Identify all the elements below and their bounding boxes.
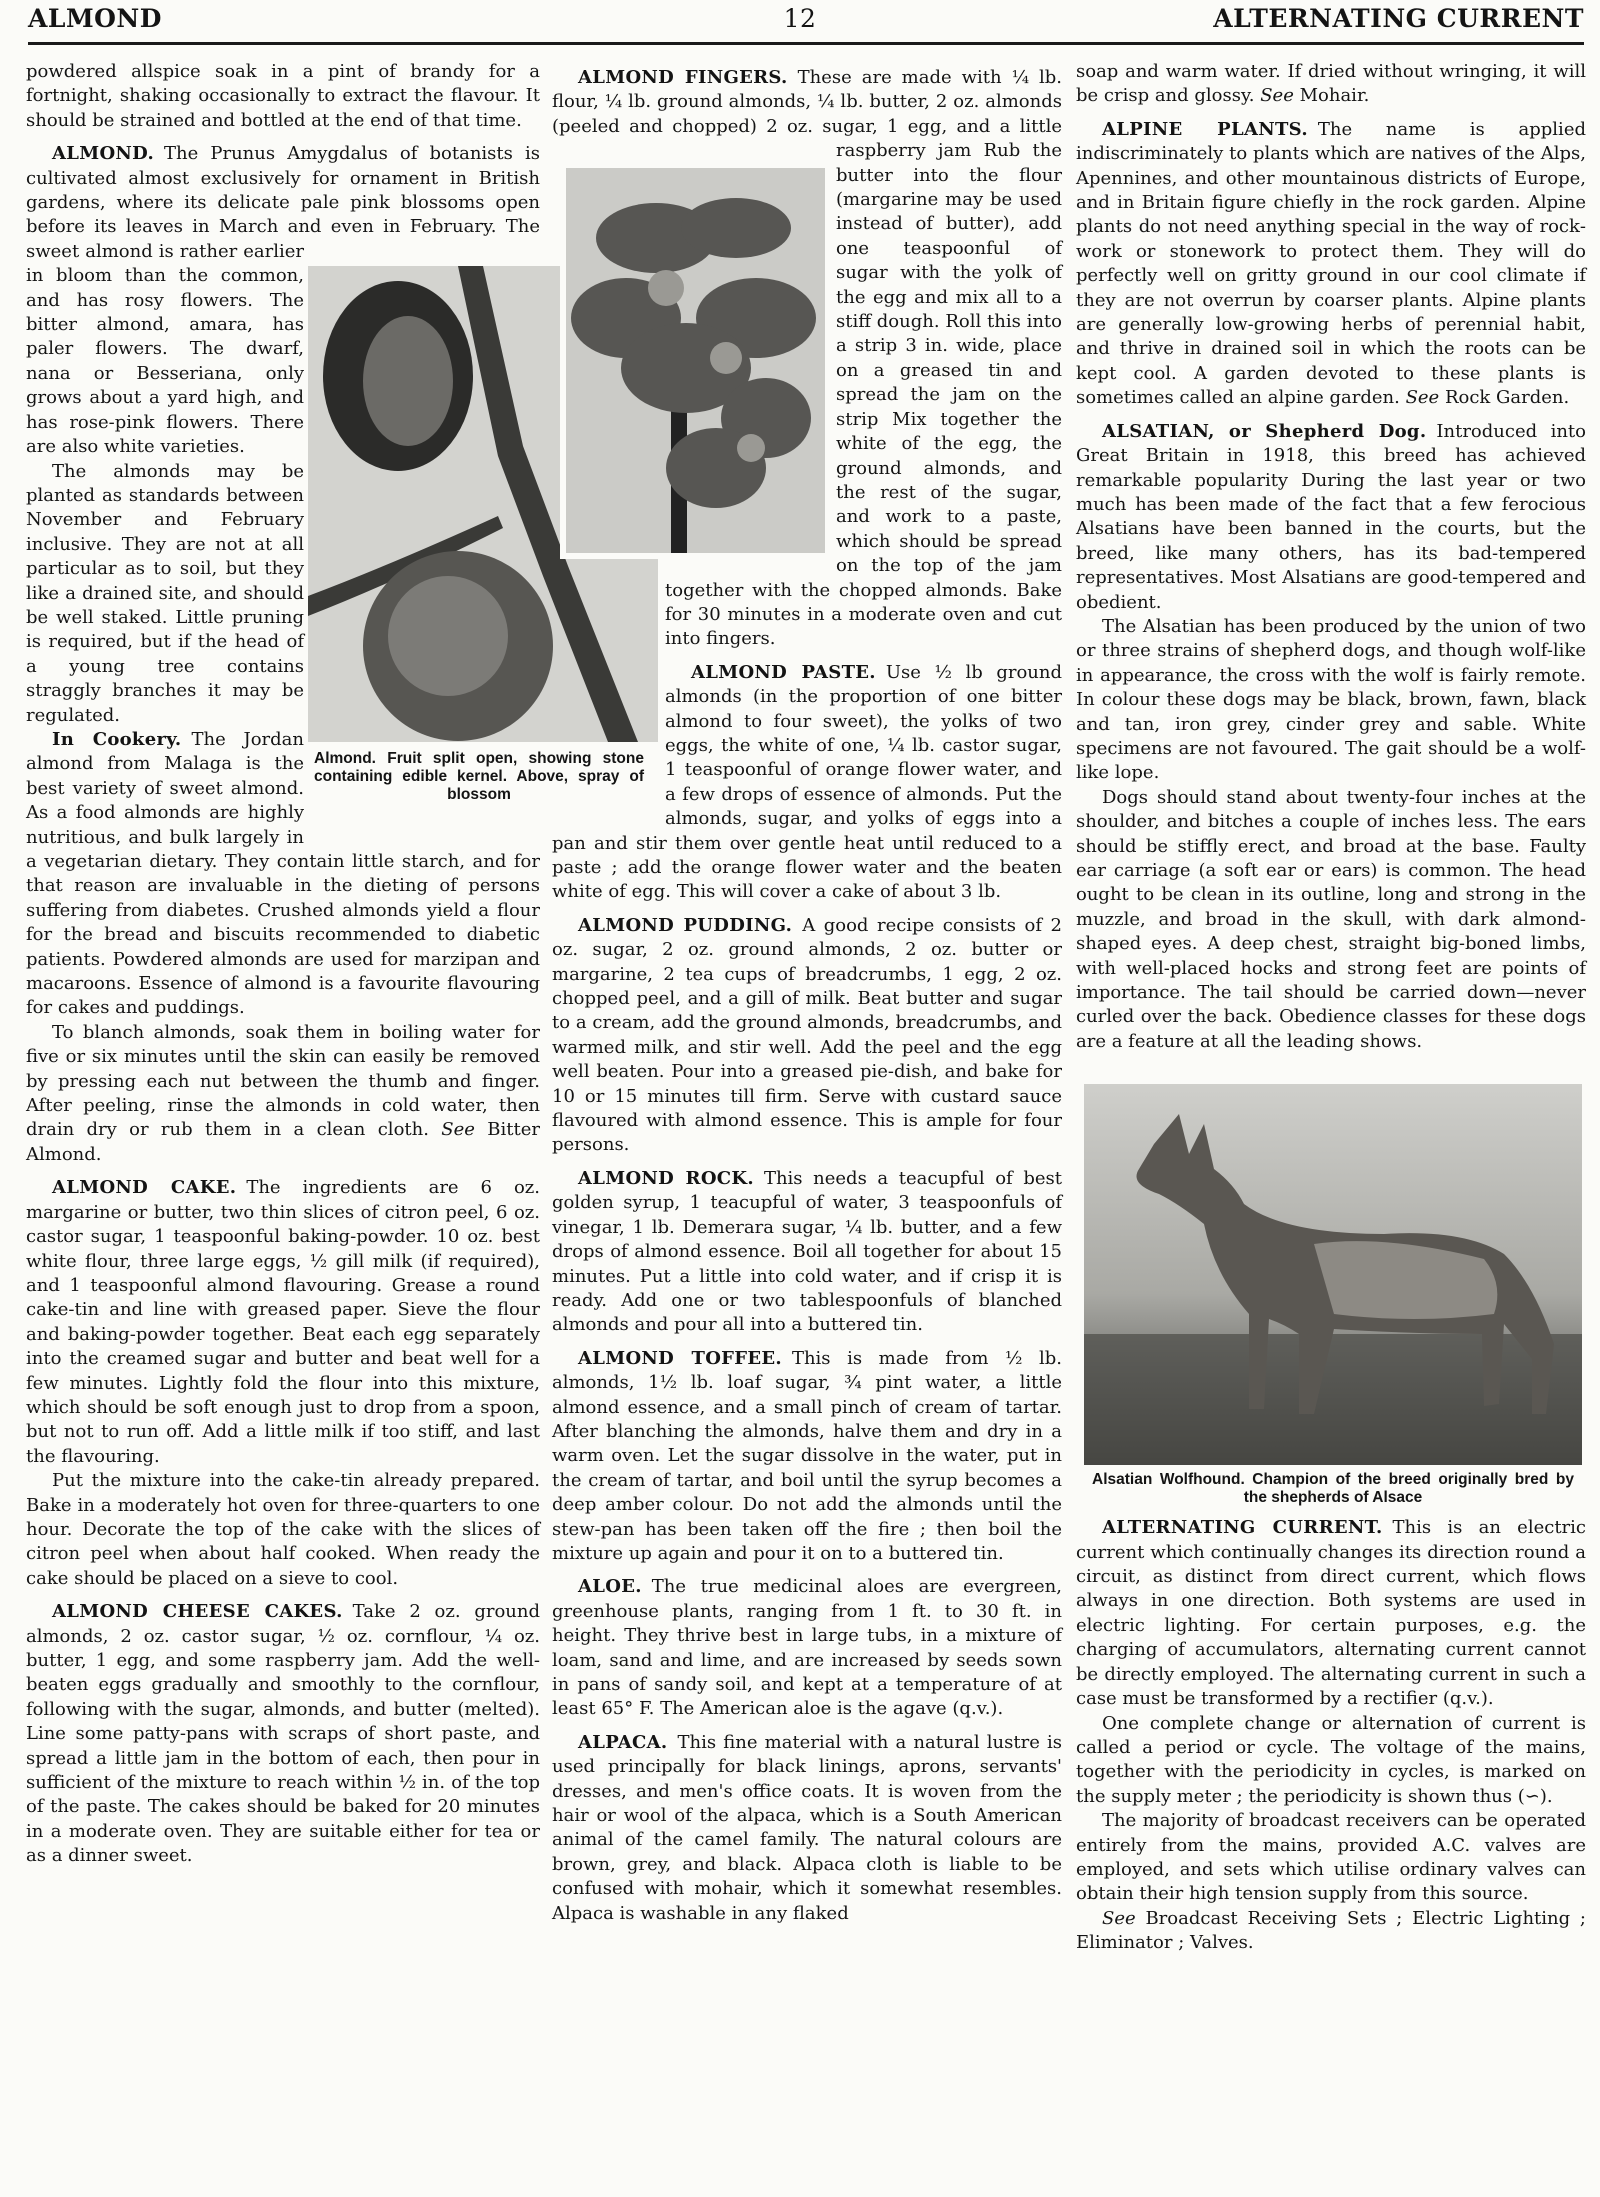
page-number: 12 bbox=[783, 4, 817, 33]
paragraph bbox=[1076, 615, 1586, 786]
entry-alpaca bbox=[552, 1731, 1062, 1926]
entry-heading: ALMOND PASTE. bbox=[691, 661, 876, 683]
entry-heading: ALPACA. bbox=[578, 1731, 668, 1753]
paragraph bbox=[26, 1021, 540, 1167]
cross-reference[interactable]: Rock Garden. bbox=[1444, 387, 1570, 409]
entry-text: To blanch almonds, soak them in boiling water for five or six minutes until the skin can easily be removed by pressing each nut between the thumb and finger. After peeling, rinse the almonds in cold water, then drain dry or rub them in a clean cloth. bbox=[26, 1021, 540, 1141]
entry-almond-cake bbox=[26, 1176, 540, 1469]
entry-text: The ingredients are 6 oz. margarine or butter, two thin slices of citron peel, 6 oz. castor sugar, 1 teaspoonful baking-powder. 10 oz. best white flour, three large eggs, ½ gill milk (if required), and 1 teaspoonful almond flavouring. Grease a round cake-tin and line with greased paper. Sieve the flour and baking-powder together. Beat each egg separately into the creamed sugar and butter and beat well for a few minutes. Lightly fold the flour into this mixture, which should be soft enough just to drop from a spoon, but not to run off. Add a little milk if too stiff, and last the flavouring. bbox=[26, 1177, 540, 1467]
entry-almond-rock bbox=[552, 1167, 1062, 1338]
header-rule bbox=[28, 42, 1584, 45]
entry-almond-toffee bbox=[552, 1347, 1062, 1567]
entry-heading: ALOE. bbox=[578, 1576, 642, 1598]
entry-almond-pudding bbox=[552, 914, 1062, 1158]
entry-text: This is an electric current which continually changes its direction round a circuit, as distinct from direct current, which flows always in one direction. Both systems are used in electric lighting. For certain purposes, e.g. the charging of accumulators, alternating current cannot be directly employed. The alternating current in such a case must be transformed by a rectifier (q.v.). bbox=[1076, 1517, 1586, 1710]
alsatian-photo bbox=[1084, 1084, 1582, 1465]
entry-heading: ALMOND PUDDING. bbox=[578, 914, 793, 936]
entry-text: These are made with ¼ lb. flour, ¼ lb. ground almonds, ¼ lb. butter, 2 oz. almonds (peeled and chopped) 2 oz. sugar, 1 egg, and a little raspberry jam Rub the butter into the flour (margarine may be used instead of butter), add one teaspoonful of sugar with the yolk of the egg and mix all to a stiff dough. Roll this into a strip 3 in. wide, place on a greased tin and spread the jam on the strip Mix together the white of the egg, the ground almonds, and the rest of the sugar, and work to a paste, which should be spread on the top of the jam together with the chopped almonds. Bake for 30 minutes in a moderate oven and cut into fingers. bbox=[552, 67, 1062, 650]
entry-heading: ALMOND ROCK. bbox=[578, 1167, 754, 1189]
entry-alsatian bbox=[1076, 420, 1586, 615]
entry-heading: ALMOND FINGERS. bbox=[578, 67, 788, 88]
entry-text: This needs a teacupful of best golden syrup, 1 teacupful of water, 3 teaspoonfuls of vinegar, 1 lb. Demerara sugar, ¼ lb. butter, and a few drops of almond essence. Boil all together for about 15 minutes. Put a little into cold water, and if crisp it is ready. Add one or two tablespoonfuls of blanched almonds and pour all into a buttered tin. bbox=[552, 1167, 1062, 1336]
entry-heading: ALMOND CHEESE CAKES. bbox=[52, 1601, 343, 1623]
almond-blossom-photo bbox=[560, 168, 825, 559]
entry-text: powdered allspice soak in a pint of brandy for a fortnight, shaking occasionally to extract the flavour. It should be strained and bottled at the end of that time. bbox=[26, 61, 540, 131]
entry-continuation bbox=[26, 60, 540, 133]
entry-text: Put the mixture into the cake-tin already prepared. Bake in a moderately hot oven for three-quarters to one hour. Decorate the top of the cake with the slices of citron peel when about half cooked. When ready the cake should be placed on a sieve to cool. bbox=[26, 1470, 540, 1589]
entry-text: This is made from ½ lb. almonds, 1½ lb. loaf sugar, ¾ pint water, a little almond essence, and a small pinch of cream of tartar. After blanching the almonds, halve them and dry in a warm oven. Let the sugar dissolve in the water, put in the cream of tartar, and boil until the syrup becomes a deep amber colour. Do not add the almonds until the stew-pan has been taken off the fire ; then boil the mixture up again and pour it on to a buttered tin. bbox=[552, 1347, 1062, 1564]
entry-subheading: In Cookery. bbox=[52, 728, 182, 750]
entry-text: Take 2 oz. ground almonds, 2 oz. castor sugar, ½ oz. cornflour, ¼ oz. butter, 1 egg, and some raspberry jam. Add the well-beaten eggs gradually and smoothly to the cornflour, following with the sugar, almonds, and butter (melted). Line some patty-pans with scraps of short paste, and spread a little jam in the bottom of each, then pour in sufficient of the mixture to reach within ½ in. of the top of the paste. The cakes should be baked for 20 minutes in a moderate oven. They are suitable either for tea or as a dinner sweet. bbox=[26, 1601, 541, 1867]
entry-text: Dogs should stand about twenty-four inches at the shoulder, and bitches a couple of inches less. The ears should be stiffly erect, and broad at the base. Faulty ear carriage (a soft ear or ears) is common. The head ought to be clean in its outline, long and strong in the muzzle, and broad in the skull, with dark almond-shaped eyes. A deep chest, straight big-boned limbs, with well-placed hocks and strong feet are points of importance. The tail should be carried down—never curled over the back. Obedience classes for these dogs are a feature at all the leading shows. bbox=[1076, 786, 1586, 1052]
cross-reference[interactable]: Mohair. bbox=[1299, 85, 1370, 107]
entry-text: This fine material with a natural lustre is used principally for black linings, aprons, servants' dresses, and men's office coats. It is woven from the hair or wool of the alpaca, which is a South American animal of the camel family. The natural colours are brown, grey, and black. Alpaca cloth is liable to be confused with mohair, which it somewhat resembles. Alpaca is washable in any flaked bbox=[552, 1731, 1062, 1924]
see-also bbox=[1076, 1907, 1586, 1956]
entry-heading: ALMOND. bbox=[52, 143, 155, 165]
cross-reference[interactable]: Bitter Almond. bbox=[26, 1119, 540, 1165]
entry-heading: ALMOND TOFFEE. bbox=[578, 1347, 782, 1369]
entry-text: The Alsatian has been produced by the union of two or three strains of shepherd dogs, and though wolf-like in appearance, the cross with the wolf is fairly remote. In colour these dogs may be black, brown, fawn, black and tan, iron grey, cinder grey and sable. White specimens are not favoured. The gait should be a wolf-like lope. bbox=[1076, 615, 1586, 784]
entry-continuation bbox=[1076, 60, 1586, 109]
entry-aloe bbox=[552, 1575, 1062, 1721]
entry-alternating-current bbox=[1076, 1516, 1586, 1711]
paragraph bbox=[26, 1469, 540, 1591]
alsatian-caption: Alsatian Wolfhound. Champion of the breed originally bred by the shepherds of Alsace bbox=[1092, 1471, 1574, 1507]
paragraph bbox=[1076, 1712, 1586, 1810]
entry-text: The true medicinal aloes are evergreen, greenhouse plants, ranging from 1 ft. to 30 ft. in height. They thrive best in large tubs, in a mixture of loam, sand and lime, and are increased by seeds sown in pans of sandy soil, and kept at a temperature of at least 65° F. The American aloe is the agave (q.v.). bbox=[552, 1576, 1062, 1720]
entry-text: soap and warm water. If dried without wringing, it will be crisp and glossy. bbox=[1076, 61, 1586, 107]
alsatian-figure bbox=[1084, 1084, 1582, 1507]
see-label: See bbox=[441, 1119, 475, 1141]
running-head-left: ALMOND bbox=[28, 4, 162, 33]
see-label: See bbox=[1102, 1907, 1136, 1929]
entry-text: Use ½ lb ground almonds (in the proportion of one bitter almond to four sweet), the yolks of two eggs, the white of one, ¼ lb. castor sugar, 1 teaspoonful of orange flower water, and a few drops of essence of almonds. Put the almonds, sugar, and yolks of eggs into a pan and stir them over gentle heat until reduced to a paste ; add the orange flower water and the beaten white of egg. This will cover a cake of about 3 lb. bbox=[552, 661, 1063, 903]
running-head-right: ALTERNATING CURRENT bbox=[1213, 4, 1584, 33]
entry-heading: ALMOND CAKE. bbox=[52, 1177, 237, 1199]
see-label: See bbox=[1260, 85, 1294, 107]
entry-text: The Jordan almond from Malaga is the best variety of sweet almond. As a food almonds are highly nutritious, and bulk largely in a vegetarian dietary. They contain little starch, and for that reason are invaluable in the dieting of persons suffering from diabetes. Crushed almonds yield a flour for the bread and biscuits recommended to diabetic patients. Powdered almonds are used for marzipan and macaroons. Essence of almond is a favourite flavouring for cakes and puddings. bbox=[26, 728, 540, 1019]
entry-alpine-plants bbox=[1076, 118, 1586, 411]
column-3 bbox=[1076, 60, 1586, 1956]
entry-text: One complete change or alternation of current is called a period or cycle. The voltage of the mains, together with the periodicity in cycles, is marked on the supply meter ; the periodicity is shown thus (∽). bbox=[1076, 1712, 1586, 1807]
entry-heading: ALTERNATING CURRENT. bbox=[1102, 1517, 1383, 1539]
entry-text: Introduced into Great Britain in 1918, this breed has achieved remarkable popularity During the last year or two much has been made of the fact that a few ferocious Alsatians have been banned in the courts, but the breed, like many others, has its bad-tempered representatives. Most Alsatians are good-tempered and obedient. bbox=[1076, 420, 1586, 613]
entry-heading: ALSATIAN, or Shepherd Dog. bbox=[1102, 420, 1427, 442]
almond-caption: Almond. Fruit split open, showing stone containing edible kernel. Above, spray of blossom bbox=[314, 750, 644, 803]
entry-text: The Prunus Amygdalus of botanists is cultivated almost exclusively for ornament in British gardens, where its delicate pale pink blossoms open before its leaves in March and even in February. The sweet almond is rather earlier in bloom than the common, and has rosy flowers. The bitter almond, amara, has paler flowers. The dwarf, nana or Besseriana, only grows about a yard high, and has rose-pink flowers. There are also white varieties. bbox=[26, 143, 540, 458]
entry-text: The majority of broadcast receivers can be operated entirely from the mains, provided A.C. valves are employed, and sets which utilise ordinary valves can obtain their high tension supply from this source. bbox=[1076, 1810, 1586, 1905]
almond-blossom-image-icon bbox=[566, 168, 825, 553]
entry-text: The almonds may be planted as standards between November and February inclusive. They are not at all particular as to soil, but they like a drained site, and should be well staked. Little pruning is required, but if the head of a young tree contains straggly branches it may be regulated. bbox=[26, 460, 304, 726]
entry-text: The name is applied indiscriminately to plants which are natives of the Alps, Apennines, and other mountainous districts of Europe, and in Britain figure chiefly in the rock garden. Alpine plants do not need anything special in the way of rockwork or stonework to protect them. They will do perfectly well on gritty ground in our cool climate if they are not overrun by coarser plants. Alpine plants are generally low-growing herbs of perennial habit, and thrive in drained soil in which the roots can be kept cool. A garden devoted to these plants is sometimes called an alpine garden. bbox=[1076, 118, 1586, 409]
entry-almond-cheese-cakes bbox=[26, 1600, 540, 1868]
dog-image-icon bbox=[1084, 1084, 1582, 1465]
paragraph bbox=[1076, 786, 1586, 1054]
entry-text: A good recipe consists of 2 oz. sugar, 2 oz. ground almonds, 2 oz. butter or margarine, 2 tea cups of breadcrumbs, 1 egg, 2 oz. chopped peel, and a gill of milk. Beat butter and sugar to a cream, add the ground almonds, breadcrumbs, and warmed milk, and stir well. Add the peel and the egg well beaten. Pour into a greased pie-dish, and bake for 10 or 15 minutes till firm. Serve with custard sauce flavoured with almond essence. This is ample for four persons. bbox=[552, 914, 1062, 1156]
entry-heading: ALPINE PLANTS. bbox=[1102, 118, 1308, 140]
see-label: See bbox=[1405, 387, 1440, 409]
cross-reference[interactable]: Broadcast Receiving Sets ; Electric Lighting ; Eliminator ; Valves. bbox=[1076, 1907, 1587, 1954]
paragraph bbox=[1076, 1809, 1586, 1907]
